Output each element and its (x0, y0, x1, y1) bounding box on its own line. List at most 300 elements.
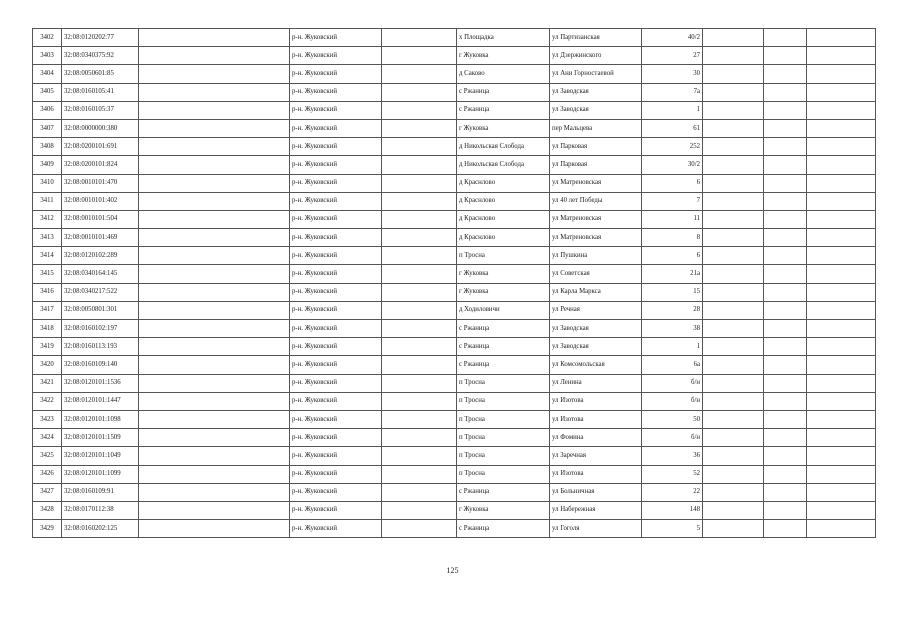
cell-street: ул Гоголя (550, 520, 642, 538)
cell-empty (764, 101, 807, 119)
cell-num: 3428 (33, 501, 62, 519)
cell-district: р-н. Жуковский (290, 501, 382, 519)
cell-empty (807, 301, 876, 319)
cell-empty (382, 174, 457, 192)
cell-cadastral: 32:08:0010101:469 (62, 229, 139, 247)
cell-empty (139, 410, 290, 428)
cell-locality: д Краснлово (457, 210, 550, 228)
cell-street: ул Парковая (550, 138, 642, 156)
cell-street: ул Заречная (550, 447, 642, 465)
cell-empty (703, 47, 764, 65)
cell-street: ул Набережная (550, 501, 642, 519)
cell-empty (139, 229, 290, 247)
cell-cadastral: 32:08:0010101:470 (62, 174, 139, 192)
cell-empty (807, 47, 876, 65)
cell-empty (807, 138, 876, 156)
cell-empty (382, 501, 457, 519)
cell-district: р-н. Жуковский (290, 101, 382, 119)
cell-empty (807, 29, 876, 47)
cell-cadastral: 32:08:0120101:1049 (62, 447, 139, 465)
cell-empty (807, 356, 876, 374)
cell-empty (807, 447, 876, 465)
cell-empty (382, 29, 457, 47)
cell-house: 40/2 (642, 29, 703, 47)
cell-district: р-н. Жуковский (290, 265, 382, 283)
table-row (33, 338, 876, 356)
cell-locality: п Тросна (457, 247, 550, 265)
cell-locality: г Жуковка (457, 47, 550, 65)
cell-num: 3406 (33, 101, 62, 119)
cell-empty (139, 429, 290, 447)
cell-district: р-н. Жуковский (290, 301, 382, 319)
table-row (33, 156, 876, 174)
cell-num: 3420 (33, 356, 62, 374)
cell-house: 36 (642, 447, 703, 465)
cell-empty (764, 301, 807, 319)
cell-empty (703, 174, 764, 192)
cell-house: 30/2 (642, 156, 703, 174)
cell-empty (139, 338, 290, 356)
cell-empty (139, 192, 290, 210)
cell-empty (139, 447, 290, 465)
cell-empty (703, 265, 764, 283)
cell-cadastral: 32:08:0170112:38 (62, 501, 139, 519)
cell-district: р-н. Жуковский (290, 65, 382, 83)
cell-empty (139, 265, 290, 283)
cell-house: 38 (642, 320, 703, 338)
cell-street: ул Матреновская (550, 174, 642, 192)
cell-district: р-н. Жуковский (290, 119, 382, 137)
cell-house: 52 (642, 465, 703, 483)
cell-empty (382, 229, 457, 247)
cell-street: ул Заводская (550, 320, 642, 338)
cell-empty (703, 247, 764, 265)
cell-street: ул Парковая (550, 156, 642, 174)
cell-house: 61 (642, 119, 703, 137)
cell-street: ул Фомина (550, 429, 642, 447)
cell-empty (807, 210, 876, 228)
cell-empty (703, 429, 764, 447)
cell-cadastral: 32:08:0010101:402 (62, 192, 139, 210)
cell-empty (764, 47, 807, 65)
cell-cadastral: 32:08:0120102:289 (62, 247, 139, 265)
cell-empty (703, 138, 764, 156)
cell-street: ул Карла Маркса (550, 283, 642, 301)
cell-district: р-н. Жуковский (290, 465, 382, 483)
cell-empty (703, 301, 764, 319)
cell-house: 8 (642, 229, 703, 247)
cell-empty (807, 192, 876, 210)
cell-num: 3415 (33, 265, 62, 283)
cell-empty (807, 65, 876, 83)
cell-empty (703, 192, 764, 210)
cell-num: 3407 (33, 119, 62, 137)
table-row (33, 229, 876, 247)
cell-num: 3419 (33, 338, 62, 356)
table-row (33, 447, 876, 465)
cell-empty (807, 283, 876, 301)
cell-house: 148 (642, 501, 703, 519)
cell-empty (139, 174, 290, 192)
cell-empty (139, 138, 290, 156)
cell-empty (703, 229, 764, 247)
cell-empty (382, 192, 457, 210)
cell-empty (382, 374, 457, 392)
cell-district: р-н. Жуковский (290, 229, 382, 247)
cell-house: 30 (642, 65, 703, 83)
cell-num: 3409 (33, 156, 62, 174)
cell-house: 7 (642, 192, 703, 210)
cell-num: 3411 (33, 192, 62, 210)
cell-locality: д Саково (457, 65, 550, 83)
cell-locality: г Жуковка (457, 265, 550, 283)
cell-empty (703, 29, 764, 47)
cell-empty (382, 156, 457, 174)
cell-num: 3422 (33, 392, 62, 410)
table-row (33, 320, 876, 338)
cell-empty (139, 83, 290, 101)
cell-empty (703, 356, 764, 374)
cell-cadastral: 32:08:0010101:504 (62, 210, 139, 228)
cell-empty (382, 320, 457, 338)
cell-empty (703, 119, 764, 137)
cell-district: р-н. Жуковский (290, 83, 382, 101)
cell-empty (139, 283, 290, 301)
cell-empty (139, 101, 290, 119)
cell-cadastral: 32:08:0120101:1536 (62, 374, 139, 392)
cell-street: ул Дзержинского (550, 47, 642, 65)
cell-cadastral: 32:08:0050601:85 (62, 65, 139, 83)
cell-num: 3418 (33, 320, 62, 338)
cell-locality: д Ходиловичи (457, 301, 550, 319)
cell-cadastral: 32:08:0340164:145 (62, 265, 139, 283)
cell-num: 3427 (33, 483, 62, 501)
cell-house: 5 (642, 520, 703, 538)
cell-empty (764, 83, 807, 101)
cell-empty (807, 229, 876, 247)
cell-empty (139, 356, 290, 374)
cell-locality: с Ржаница (457, 520, 550, 538)
table-row (33, 483, 876, 501)
cell-locality: с Ржаница (457, 356, 550, 374)
cell-cadastral: 32:08:0000000:380 (62, 119, 139, 137)
cell-empty (764, 192, 807, 210)
cell-num: 3413 (33, 229, 62, 247)
cell-district: р-н. Жуковский (290, 483, 382, 501)
table-row (33, 192, 876, 210)
cell-locality: с Ржаница (457, 483, 550, 501)
cell-empty (382, 47, 457, 65)
cell-empty (703, 83, 764, 101)
cell-cadastral: 32:08:0160102:197 (62, 320, 139, 338)
cell-street: ул Комсомольская (550, 356, 642, 374)
cell-empty (764, 338, 807, 356)
cell-empty (703, 101, 764, 119)
cell-district: р-н. Жуковский (290, 138, 382, 156)
cell-cadastral: 32:08:0200101:824 (62, 156, 139, 174)
cell-empty (703, 483, 764, 501)
cell-empty (764, 501, 807, 519)
cell-cadastral: 32:08:0160109:91 (62, 483, 139, 501)
cell-district: р-н. Жуковский (290, 338, 382, 356)
cell-locality: д Краснлово (457, 174, 550, 192)
cell-empty (807, 265, 876, 283)
cell-street: ул Матреновская (550, 229, 642, 247)
cell-empty (703, 283, 764, 301)
cell-district: р-н. Жуковский (290, 283, 382, 301)
cell-empty (139, 156, 290, 174)
cell-empty (807, 392, 876, 410)
cell-locality: с Ржаница (457, 101, 550, 119)
cell-empty (764, 229, 807, 247)
cell-num: 3403 (33, 47, 62, 65)
cell-district: р-н. Жуковский (290, 447, 382, 465)
cell-cadastral: 32:08:0120101:1098 (62, 410, 139, 428)
cell-empty (139, 210, 290, 228)
cell-empty (764, 374, 807, 392)
cell-empty (382, 301, 457, 319)
cell-num: 3421 (33, 374, 62, 392)
table-row (33, 174, 876, 192)
cell-num: 3402 (33, 29, 62, 47)
cell-empty (139, 247, 290, 265)
table-row (33, 283, 876, 301)
cell-empty (703, 65, 764, 83)
cell-street: ул Партизанская (550, 29, 642, 47)
table-row (33, 65, 876, 83)
cell-empty (382, 138, 457, 156)
cell-empty (703, 447, 764, 465)
cell-empty (139, 501, 290, 519)
cell-cadastral: 32:08:0120101:1447 (62, 392, 139, 410)
cell-num: 3408 (33, 138, 62, 156)
cell-house: 22 (642, 483, 703, 501)
table-row (33, 138, 876, 156)
cell-locality: с Ржаница (457, 83, 550, 101)
cell-empty (139, 65, 290, 83)
cell-house: б/н (642, 374, 703, 392)
cell-locality: г Жуковка (457, 501, 550, 519)
table-row (33, 374, 876, 392)
cell-empty (382, 520, 457, 538)
cell-empty (764, 410, 807, 428)
cell-street: ул Ленина (550, 374, 642, 392)
cell-empty (764, 283, 807, 301)
cell-empty (703, 520, 764, 538)
cell-house: 27 (642, 47, 703, 65)
cell-empty (764, 356, 807, 374)
cell-empty (139, 119, 290, 137)
table-row (33, 47, 876, 65)
cell-house: 50 (642, 410, 703, 428)
cell-locality: п Тросна (457, 392, 550, 410)
cell-empty (764, 247, 807, 265)
table-row (33, 247, 876, 265)
cell-empty (764, 65, 807, 83)
cell-district: р-н. Жуковский (290, 374, 382, 392)
cell-cadastral: 32:08:0160105:41 (62, 83, 139, 101)
cell-locality: п Тросна (457, 429, 550, 447)
cell-house: 15 (642, 283, 703, 301)
cell-district: р-н. Жуковский (290, 29, 382, 47)
table-row (33, 210, 876, 228)
cell-num: 3425 (33, 447, 62, 465)
cell-num: 3412 (33, 210, 62, 228)
cell-num: 3416 (33, 283, 62, 301)
cell-empty (807, 101, 876, 119)
cell-empty (139, 320, 290, 338)
table-row (33, 410, 876, 428)
cell-district: р-н. Жуковский (290, 356, 382, 374)
cell-cadastral: 32:08:0340217:522 (62, 283, 139, 301)
table-row (33, 392, 876, 410)
cell-empty (382, 119, 457, 137)
cell-empty (703, 320, 764, 338)
cell-empty (807, 501, 876, 519)
cell-empty (807, 156, 876, 174)
cell-empty (139, 465, 290, 483)
cell-num: 3429 (33, 520, 62, 538)
cell-street: ул Изотова (550, 410, 642, 428)
cell-num: 3417 (33, 301, 62, 319)
cell-empty (139, 392, 290, 410)
cell-street: ул Больничная (550, 483, 642, 501)
cell-empty (764, 520, 807, 538)
cell-empty (807, 247, 876, 265)
cell-cadastral: 32:08:0160109:140 (62, 356, 139, 374)
cell-empty (764, 465, 807, 483)
cell-house: 252 (642, 138, 703, 156)
cell-empty (807, 483, 876, 501)
cell-locality: г Жуковка (457, 283, 550, 301)
cell-house: 28 (642, 301, 703, 319)
table-row (33, 301, 876, 319)
cell-empty (764, 320, 807, 338)
cell-empty (382, 465, 457, 483)
cell-cadastral: 32:08:0050801:301 (62, 301, 139, 319)
cell-empty (139, 29, 290, 47)
cell-cadastral: 32:08:0160105:37 (62, 101, 139, 119)
cell-house: 1 (642, 101, 703, 119)
cell-empty (382, 356, 457, 374)
cell-street: ул Ани Горностаевой (550, 65, 642, 83)
cell-locality: п Тросна (457, 465, 550, 483)
cell-district: р-н. Жуковский (290, 156, 382, 174)
cell-house: 21а (642, 265, 703, 283)
cell-empty (764, 174, 807, 192)
cell-district: р-н. Жуковский (290, 210, 382, 228)
cell-empty (807, 465, 876, 483)
table-row (33, 83, 876, 101)
cell-num: 3426 (33, 465, 62, 483)
cell-empty (764, 392, 807, 410)
cell-locality: х Площадка (457, 29, 550, 47)
cell-empty (807, 410, 876, 428)
cell-empty (764, 483, 807, 501)
cell-cadastral: 32:08:0160113:193 (62, 338, 139, 356)
cell-empty (807, 174, 876, 192)
cell-street: ул 40 лет Победы (550, 192, 642, 210)
cell-district: р-н. Жуковский (290, 392, 382, 410)
cell-street: ул Заводская (550, 101, 642, 119)
cell-empty (382, 429, 457, 447)
cell-street: ул Заводская (550, 338, 642, 356)
cell-empty (382, 447, 457, 465)
cell-cadastral: 32:08:0160202:125 (62, 520, 139, 538)
cell-empty (764, 210, 807, 228)
cell-district: р-н. Жуковский (290, 47, 382, 65)
cell-empty (764, 447, 807, 465)
cell-empty (382, 265, 457, 283)
cell-locality: д Краснлово (457, 229, 550, 247)
cell-empty (382, 338, 457, 356)
cell-street: ул Изотова (550, 392, 642, 410)
cell-empty (807, 83, 876, 101)
cell-locality: п Тросна (457, 447, 550, 465)
cell-cadastral: 32:08:0120101:1509 (62, 429, 139, 447)
cell-num: 3423 (33, 410, 62, 428)
cell-empty (807, 338, 876, 356)
table-row (33, 356, 876, 374)
cell-num: 3424 (33, 429, 62, 447)
cell-empty (382, 410, 457, 428)
cell-empty (703, 392, 764, 410)
page-number: 125 (446, 566, 459, 575)
table-body (33, 29, 876, 538)
cell-district: р-н. Жуковский (290, 174, 382, 192)
table-row (33, 465, 876, 483)
cell-empty (139, 301, 290, 319)
cell-empty (764, 29, 807, 47)
table-row (33, 429, 876, 447)
cell-empty (382, 247, 457, 265)
cell-district: р-н. Жуковский (290, 520, 382, 538)
table-row (33, 29, 876, 47)
cell-locality: п Тросна (457, 410, 550, 428)
cell-empty (807, 374, 876, 392)
registry-table (32, 28, 876, 538)
cell-house: 6 (642, 174, 703, 192)
cell-empty (764, 429, 807, 447)
cell-street: ул Пушкина (550, 247, 642, 265)
cell-empty (139, 47, 290, 65)
table-row (33, 501, 876, 519)
cell-district: р-н. Жуковский (290, 410, 382, 428)
cell-empty (807, 320, 876, 338)
cell-empty (764, 156, 807, 174)
cell-cadastral: 32:08:0200101:691 (62, 138, 139, 156)
cell-empty (139, 520, 290, 538)
cell-locality: д Никольская Слобода (457, 156, 550, 174)
cell-house: 1 (642, 338, 703, 356)
cell-num: 3410 (33, 174, 62, 192)
cell-cadastral: 32:08:0340375:92 (62, 47, 139, 65)
cell-locality: д Краснлово (457, 192, 550, 210)
cell-locality: д Никольская Слобода (457, 138, 550, 156)
cell-empty (764, 119, 807, 137)
cell-empty (382, 83, 457, 101)
cell-street: пер Мальцева (550, 119, 642, 137)
cell-num: 3404 (33, 65, 62, 83)
cell-house: 11 (642, 210, 703, 228)
cell-empty (764, 265, 807, 283)
cell-street: ул Речная (550, 301, 642, 319)
cell-empty (382, 65, 457, 83)
cell-empty (382, 101, 457, 119)
cell-empty (139, 483, 290, 501)
table-row (33, 119, 876, 137)
cell-district: р-н. Жуковский (290, 429, 382, 447)
